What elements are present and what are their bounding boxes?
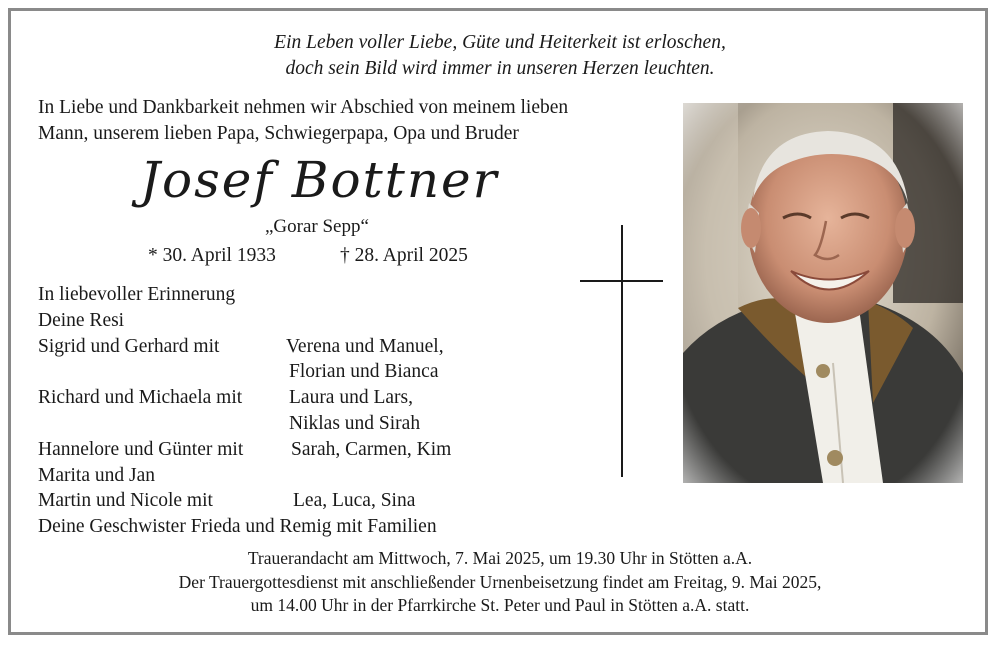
mourner-name: In liebevoller Erinnerung bbox=[38, 284, 236, 305]
mourner-row bbox=[38, 437, 578, 463]
mourner-children: Laura und Lars, bbox=[289, 387, 413, 409]
cross-icon bbox=[621, 225, 623, 477]
mourner-children: Verena und Manuel, bbox=[286, 335, 444, 357]
service-info bbox=[0, 547, 1000, 618]
mourner-row bbox=[38, 308, 578, 334]
mourner-children: Lea, Luca, Sina bbox=[293, 490, 416, 512]
service-line-3: um 14.00 Uhr in der Pfarrkirche St. Peter und Paul in Stötten a.A. statt. bbox=[250, 595, 750, 615]
motto-line-1: Ein Leben voller Liebe, Güte und Heiterkeit ist erloschen, bbox=[274, 32, 726, 53]
mourners-list bbox=[38, 282, 578, 540]
mourner-name: Deine Geschwister Frieda und Remig mit Familien bbox=[38, 516, 437, 538]
mourner-name: Hannelore und Günter mit bbox=[38, 438, 244, 460]
mourner-row bbox=[38, 334, 578, 360]
mourner-children: Sarah, Carmen, Kim bbox=[291, 438, 452, 460]
deceased-name: Josef Bottner bbox=[140, 151, 499, 209]
cross-icon-bar bbox=[580, 280, 663, 282]
mourner-row bbox=[38, 411, 578, 437]
mourner-name: Deine Resi bbox=[38, 309, 125, 331]
service-line-1: Trauerandacht am Mittwoch, 7. Mai 2025, um 19.30 Uhr in Stötten a.A. bbox=[247, 548, 753, 568]
death-date: † 28. April 2025 bbox=[340, 245, 468, 266]
motto-line-2: doch sein Bild wird immer in unseren Herzen leuchten. bbox=[285, 58, 715, 79]
deceased-nickname: „Gorar Sepp“ bbox=[265, 216, 369, 237]
mourner-row bbox=[38, 514, 578, 540]
mourner-row bbox=[38, 359, 578, 385]
mourner-name: Sigrid und Gerhard mit bbox=[38, 335, 220, 357]
mourner-row bbox=[38, 488, 578, 514]
mourner-name: Marita und Jan bbox=[38, 464, 155, 486]
mourner-row bbox=[38, 463, 578, 489]
intro-line-2: Mann, unserem lieben Papa, Schwiegerpapa, Opa und Bruder bbox=[38, 123, 519, 144]
intro-line-1: In Liebe und Dankbarkeit nehmen wir Abschied von meinem lieben bbox=[38, 97, 569, 118]
mourner-name: Richard und Michaela mit bbox=[38, 387, 243, 409]
mourner-row bbox=[38, 282, 578, 308]
mourner-children: Niklas und Sirah bbox=[289, 412, 421, 434]
motto bbox=[0, 30, 1000, 82]
mourner-children: Florian und Bianca bbox=[289, 361, 439, 383]
service-line-2: Der Trauergottesdienst mit anschließender Urnenbeisetzung findet am Freitag, 9. Mai 2025, bbox=[178, 571, 822, 592]
mourner-name: Martin und Nicole mit bbox=[38, 490, 213, 512]
intro-text bbox=[38, 95, 568, 147]
mourner-row bbox=[38, 385, 578, 411]
birth-date: * 30. April 1933 bbox=[148, 245, 276, 266]
portrait-photo bbox=[683, 103, 963, 483]
